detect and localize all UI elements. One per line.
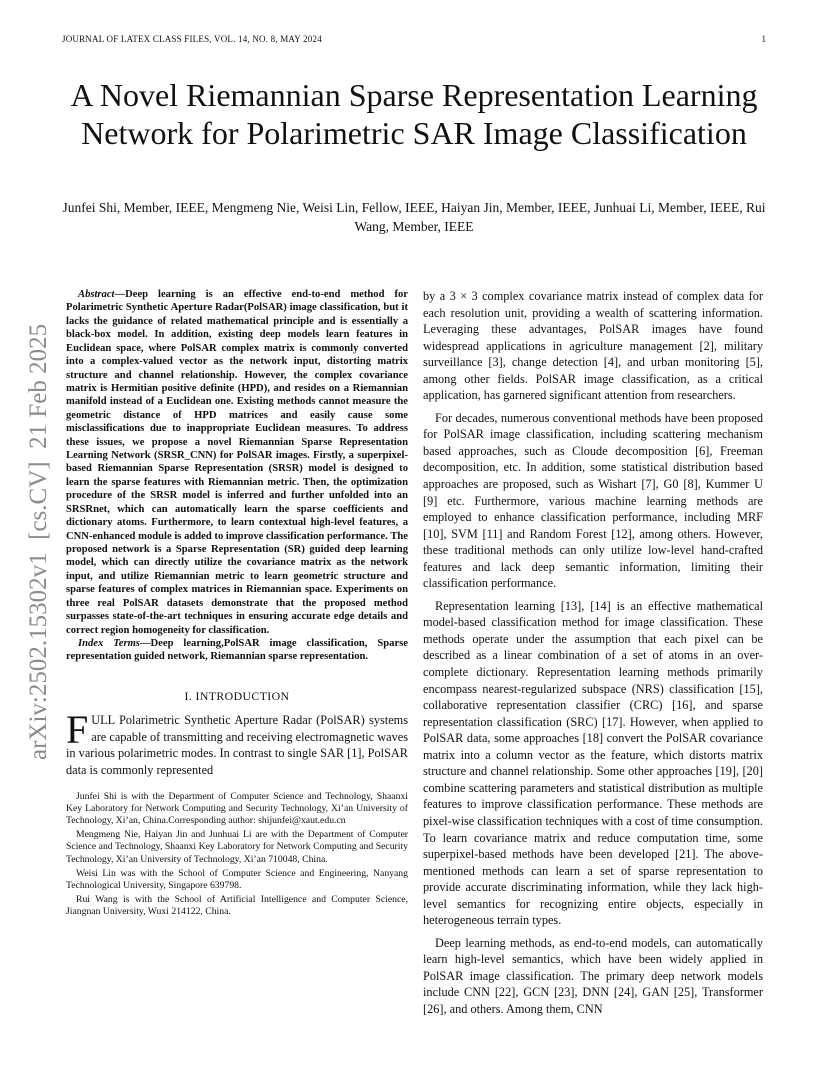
running-header-journal: JOURNAL OF LATEX CLASS FILES, VOL. 14, NO. 8, MAY 2024: [62, 34, 322, 44]
arxiv-stamp-text: arXiv:2502.15302v1 [cs.CV] 21 Feb 2025: [25, 323, 52, 760]
arxiv-stamp: [0, 0, 76, 1072]
index-terms-text: —Deep learning,PolSAR image classification, Sparse representation guided network, Riemannian sparse representation.: [66, 637, 408, 663]
body-paragraph: For decades, numerous conventional methods have been proposed for PolSAR image classification, including scattering mechanism based approaches, such as Cloude decomposition [6], Freeman decomposition, etc. In addition, some statistical distribution based approaches are proposed, such as Wishart [7], G0 [8], Kummer U [9] etc. Furthermore, various machine learning methods are employed to enhance classification performance, including MRF [10], SVM [11] and Random Forest [12], among others. However, these traditional methods can only utilize low-level hand-crafted features and lack deep semantic information, limiting their classification performance.: [423, 410, 763, 591]
footnote: Rui Wang is with the School of Artificial Intelligence and Computer Science, Jiangnan University, Wuxi 214122, China.: [66, 894, 408, 918]
affiliation-footnotes: [66, 791, 408, 919]
paper-title: A Novel Riemannian Sparse Representation Learning Network for Polarimetric SAR Image Classification: [70, 77, 758, 151]
right-column: [423, 288, 763, 1018]
footnote: Mengmeng Nie, Haiyan Jin and Junhuai Li are with the Department of Computer Science and Technology, Shaanxi Key Laboratory for Network Computing and Security Technology, Xi’an University of Technology, Xi’an 710048, China.: [66, 829, 408, 865]
body-paragraph: Deep learning methods, as end-to-end models, can automatically learn high-level semantics, which have been widely applied in PolSAR image classification. The primary deep network models include CNN [22], GCN [23], DNN [24], GAN [25], Transformer [26], and others. Among them, CNN: [423, 935, 763, 1016]
body-paragraph: Representation learning [13], [14] is an effective mathematical model-based classification method for image classification. These methods operate under the assumption that each pixel can be described as a linear combination of a set of atoms in an over-complete dictionary. Representation learning methods primarily encompass nearest-regularized subspace (NRS) classification [15], collaborative representation classifier (CRC) [16], and sparse representation classification (SRC) [17]. However, when applied to PolSAR data, some approaches [18] convert the PolSAR covariance matrix into a column vector as the feature, which distorts matrix structure and channel relationship. Some other approaches [19], [20] combine scattering parameters and statistical distribution as multiple features to improve classification performance. These methods are pixel-wise classification techniques with a cost of time consumption. To learn covariance matrix and reduce computation time, some superpixel-based methods have been developed [21]. The above-mentioned methods can learn a set of sparse representation to provide accurate discriminating information, while they lack high-level semantics for recognizing entire objects, especially in heterogeneous terrain types.: [423, 598, 763, 928]
index-terms: [66, 637, 408, 664]
footnote: Weisi Lin was with the School of Computer Science and Engineering, Nanyang Technological University, Singapore 639798.: [66, 867, 408, 891]
section-heading-introduction: I. INTRODUCTION: [184, 688, 290, 703]
footnote: Junfei Shi is with the Department of Computer Science and Technology, Shaanxi Key Laboratory for Network Computing and Security Technology, Xi’an University of Technology, Xi’an, China.Corresponding author: shijunfei@xaut.edu.cn: [66, 790, 408, 826]
dropcap-letter: F: [66, 707, 89, 753]
abstract-text: —Deep learning is an effective end-to-end method for Polarimetric Synthetic Aperture Radar(PolSAR) image classification, but it lacks the guidance of related mathematical principle and is essentially a black-box model. In addition, existing deep models learn features in Euclidean space, where PolSAR complex matrix is commonly converted into a complex-valued vector as the network input, distorting matrix structure and channel relationship. However, the complex covariance matrix is Hermitian positive definite (HPD), and resides on a Riemannian manifold instead of a Euclidean one. Existing methods cannot measure the geometric distance of HPD matrices and easily cause some misclassifications due to inappropriate Euclidean measures. To address these issues, we propose a novel Riemannian Sparse Representation Learning Network (SRSR_CNN) for PolSAR images. Firstly, a superpixel-based Riemannian Sparse Representation (SRSR) model is designed to learn the sparse features with Riemannian metric. Then, the optimization procedure of the SRSR model is inferred and further unfolded into an SRSRnet, which can automatically learn the sparse coefficients and dictionary atoms. Furthermore, to learn contextual high-level features, a CNN-enhanced module is added to improve classification performance. The proposed network is a Sparse Representation (SR) guided deep learning model, which can directly utilize the covariance matrix as the network input, and utilize Riemannian metric to learn geometric structure and sparse features of complex matrices in Riemannian space. Experiments on three real PolSAR datasets demonstrate that the proposed method surpasses state-of-the-art techniques in ensuring accurate edge details and correct region homogeneity for classification.: [66, 289, 408, 636]
left-column: [66, 288, 408, 921]
body-paragraph: by a 3 × 3 complex covariance matrix instead of complex data for each resolution unit, providing a wealth of scattering information. Leveraging these advantages, PolSAR images have found widespread applications in agriculture management [2], military surveillance [3], change detection [4], and urban monitoring [5], among other fields. PolSAR image classification, as a critical application, has garnered significant attention from researchers.: [423, 289, 763, 403]
page-number: 1: [761, 34, 766, 44]
abstract: [66, 288, 408, 637]
intro-paragraph: [66, 707, 408, 778]
intro-paragraph-text: ULL Polarimetric Synthetic Aperture Radar (PolSAR) systems are capable of transmitting and receiving electromagnetic waves in various polarimetric modes. In contrast to single SAR [1], PolSAR data is commonly represented: [66, 713, 408, 777]
abstract-label: Abstract: [78, 289, 115, 300]
author-list: Junfei Shi, Member, IEEE, Mengmeng Nie, Weisi Lin, Fellow, IEEE, Haiyan Jin, Member, IEEE, Junhuai Li, Member, IEEE, Rui Wang, Member, IEEE: [62, 200, 766, 234]
index-terms-label: Index Terms: [78, 637, 140, 649]
